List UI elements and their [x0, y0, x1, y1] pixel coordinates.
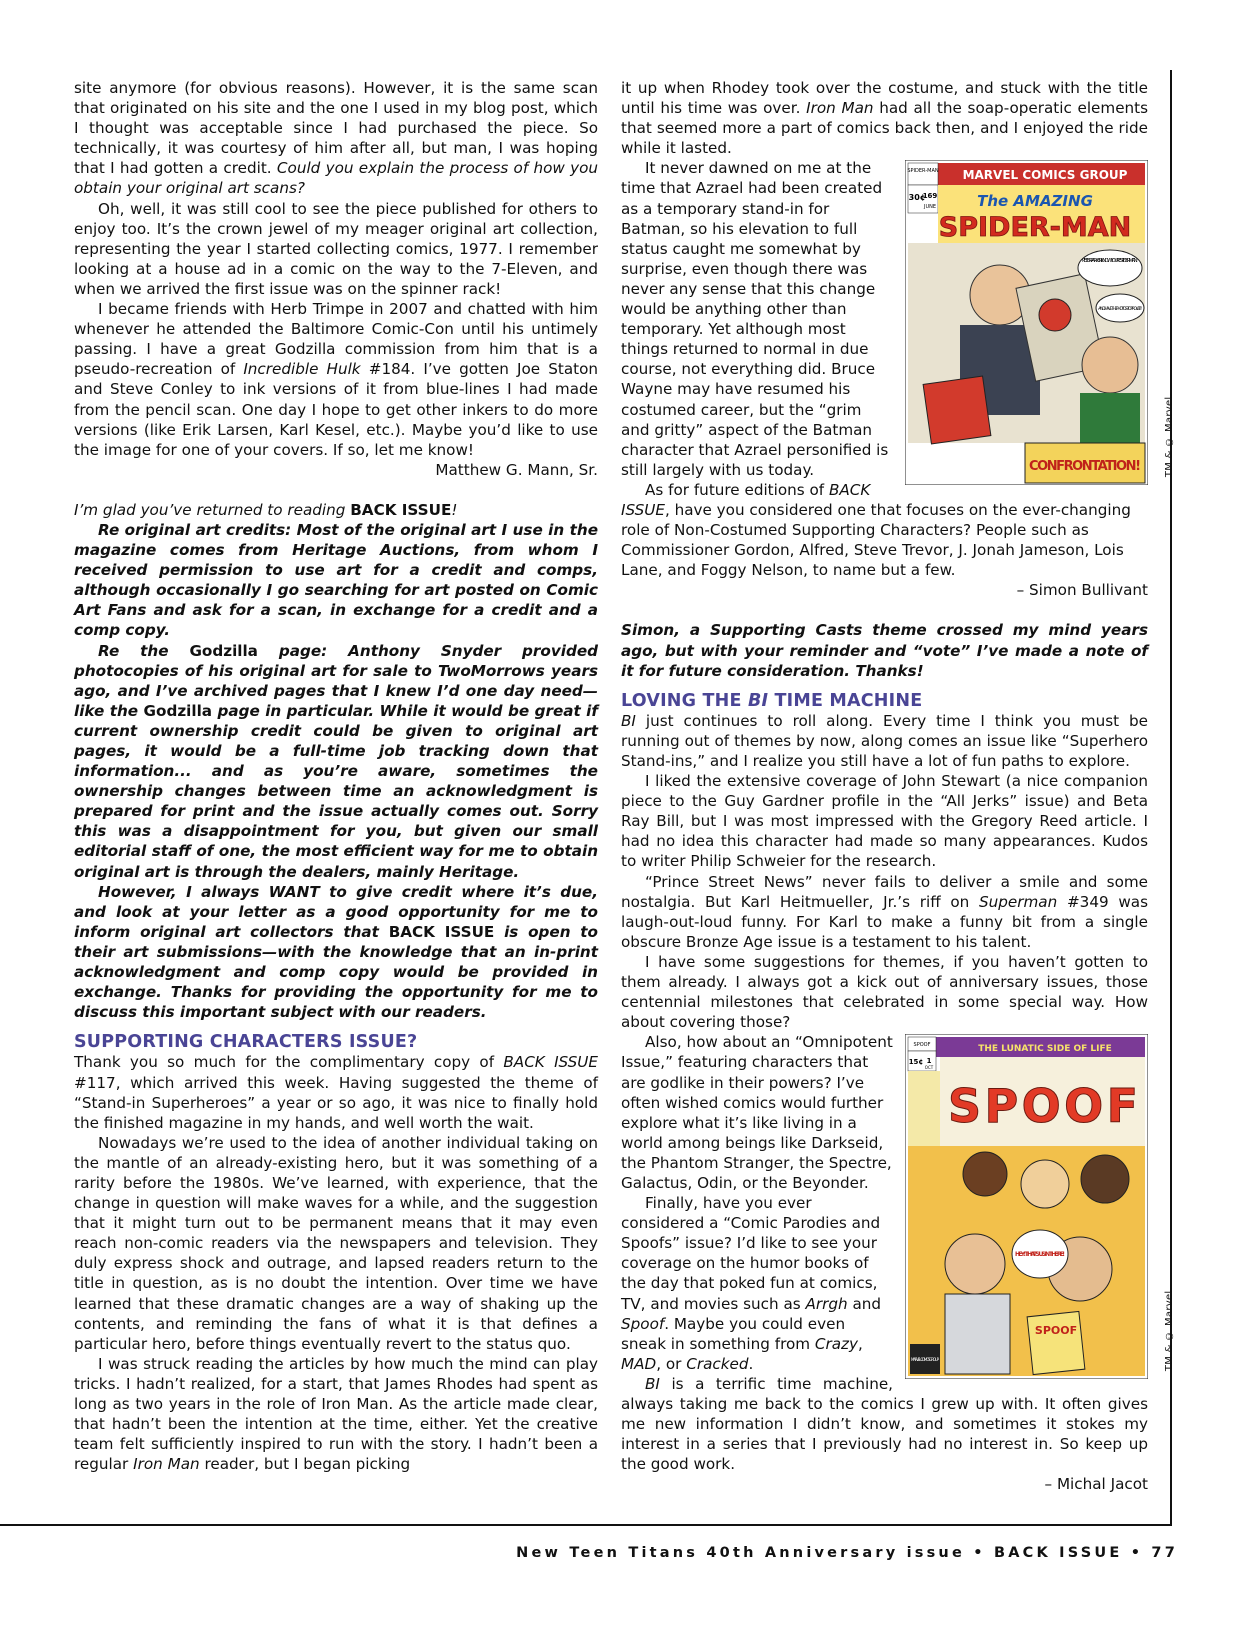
section-heading: SUPPORTING CHARACTERS ISSUE?: [74, 1032, 418, 1053]
editor-reply: I’m glad you’ve returned to reading BACK ISSUE!: [74, 500, 458, 519]
letter-paragraph: Oh, well, it was still cool to see the piece published for others to enjoy too. It’s the crown jewel of my meager original art collection, representing the year I started collecting comics, 1977. I remember looking at a house ad in a comic on the way to the 7-Eleven, and when we arrived the first issue was on the spinner rack!: [74, 199, 598, 298]
page-footer: New Teen Titans 40th Anniversary issue • BACK ISSUE • 77: [516, 1545, 1178, 1561]
right-column: [621, 78, 1175, 1494]
letter-paragraph: “Prince Street News” never fails to deliver a smile and some nostalgia. But Karl Heitmueller, Jr.’s riff on Superman #349 was laugh-out-loud funny. For Karl to make a funny bit from a single obscure Bronze Age issue is a testament to his talent.: [621, 872, 1148, 951]
spoof-cover-art: [905, 1034, 1148, 1379]
letter-paragraph: It never dawned on me at the time that Azrael had been created as a temporary stand-in for Batman, so his elevation to full status caught me somewhat by surprise, even though there was never any sense that this change would be anything other than temporary. Yet although most things returned to normal in due course, not everything did. Bruce Wayne may have resumed his costumed career, but the “grim and gritty” aspect of the Batman character that Azrael personified is still largely with us today.: [621, 159, 889, 479]
letter-paragraph: BI is a terrific time machine, always taking me back to the comics I grew up with. It often gives me new information I didn’t know, and sometimes it stokes my interest in a series that I previously had no interest in. So keep up the good work.: [621, 1374, 1148, 1474]
letter-signature: Matthew G. Mann, Sr.: [435, 460, 598, 479]
cover-publisher: MARVEL COMICS GROUP: [962, 168, 1128, 183]
letter-paragraph: I have some suggestions for themes, if you haven’t gotten to them already. I always got a kick out of anniversary issues, those centennial milestones that celebrated in some special way. How about covering those?: [621, 952, 1148, 1032]
cover-tagline: THE LUNATIC SIDE OF LIFE: [978, 1044, 1112, 1055]
spoof-cover-image: [905, 1034, 1175, 1379]
letter-paragraph: I liked the extensive coverage of John Stewart (a nice companion piece to the Guy Gardner profile in the “All Jerks” issue) and Beta Ray Bill, but I was most impressed with the Gregory Reed article. I had no idea this character had made so many appearances. Kudos to writer Philip Schweier for the research.: [621, 772, 1148, 871]
cover-price: 15¢: [908, 1058, 924, 1067]
letter-paragraph: it up when Rhodey took over the costume, and stuck with the title until his time was over. Iron Man had all the soap-operatic elements that seemed more a part of comics back then, and I enjoyed the ride while it lasted.: [621, 79, 1149, 158]
letter-paragraph: BI just continues to roll along. Every time I think you must be running out of themes by now, along comes an issue like “Superhero Stand-ins,” and I realize you still have a lot of fun paths to explore.: [621, 711, 1149, 770]
cover-issue: 169: [922, 192, 938, 201]
cover-caption: CONFRONTATION!: [1029, 459, 1141, 475]
cover-price: 30¢: [908, 193, 926, 203]
cover-title-top: The AMAZING: [977, 192, 1093, 211]
cover-month: OCT: [924, 1065, 934, 1071]
cover-balloon-2: --AND I HAVE THE PHOTOS TO PROVE IT!: [1098, 307, 1142, 313]
cover-month: JUNE: [923, 204, 937, 211]
cover-credit: TM & © Marvel.: [1163, 1287, 1175, 1372]
cover-mini-title: SPOOF: [1034, 1324, 1078, 1338]
editor-reply: Re original art credits: Most of the original art I use in the magazine comes from Heritage Auctions, from whom I received permission to use art for a credit and comps, although occasionally I go searching for art posted on Comic Art Fans and ask for a scan, in exchange for a credit and a comp copy.: [74, 520, 598, 640]
cover-issue: 1: [926, 1057, 932, 1066]
left-column: [74, 78, 598, 1474]
cover-corner-label: SPIDER-MAN: [907, 168, 939, 175]
cover-corner-label: SPOOF: [913, 1042, 931, 1049]
cover-credit: TM & © Marvel.: [1163, 393, 1175, 478]
letter-paragraph: Thank you so much for the complimentary copy of BACK ISSUE #117, which arrived this week. Having suggested the theme of “Stand-in Superheroes” a year or so ago, it was nice to finally hold the finished magazine in my hands, and well worth the wait.: [74, 1053, 598, 1132]
editor-reply: Re the Godzilla page: Anthony Snyder provided photocopies of his original art for sale to TwoMorrows years ago, and I’ve archived pages that I knew I’d one day need—like the Godzilla page in particular. While it would be great if current ownership credit could be given to original art pages, it would be a full-time job tracking down that information... and as you’re aware, sometimes the ownership changes between time an acknowledgment is prepared for print and the issue actually comes out. Sorry this was a disappointment for you, but given our small editorial staff of one, the most efficient way for me to obtain original art is through the dealers, mainly Heritage.: [74, 641, 599, 881]
editor-reply: Simon, a Supporting Casts theme crossed my mind years ago, but with your reminder and “vote” I’ve made a note of it for future consideration. Thanks!: [621, 621, 1148, 680]
cover-badge: MARVEL COMICS GROUP: [911, 1357, 939, 1363]
letter-signature: – Michal Jacot: [1044, 1475, 1148, 1494]
section-heading: LOVING THE BI TIME MACHINE: [621, 690, 923, 711]
cover-title-main: SPIDER-MAN: [938, 212, 1132, 244]
letter-paragraph: site anymore (for obvious reasons). However, it is the same scan that originated on his site and the one I used in my blog post, which I thought was acceptable since I had purchased the piece. So technically, it was courtesy of him after all, but man, I was hoping that I had gotten a credit. Could you explain the process of how you obtain your original art scans?: [74, 79, 598, 198]
cover-balloon-1: PETER PARKER I KNOW YOU'RE SPIDER-MAN!: [1082, 258, 1138, 265]
footer-rule: [0, 1524, 1172, 1526]
letter-paragraph: Also, how about an “Omnipotent Issue,” featuring characters that are godlike in their powers? I’ve often wished comics would further explore what it’s like living in a world among beings like Darkseid, the Phantom Stranger, the Spectre, Galactus, Odin, or the Beyonder.: [621, 1033, 893, 1192]
letter-signature: – Simon Bullivant: [1016, 581, 1148, 600]
spider-man-cover-art: [905, 160, 1148, 485]
spider-man-cover-image: [905, 160, 1175, 485]
letter-paragraph: I became friends with Herb Trimpe in 2007 and chatted with him whenever he attended the Baltimore Comic-Con until his untimely passing. I have a great Godzilla commission from him that is a pseudo-recreation of Incredible Hulk #184. I’ve gotten Joe Staton and Steve Conley to ink versions of it from blue-lines I had made from the pencil scan. One day I hope to get other inkers to do more versions (like Erik Larsen, Karl Kesel, etc.). Maybe you’d like to use the image for one of your covers. If so, let me know!: [74, 300, 599, 459]
letter-paragraph: Nowadays we’re used to the idea of another individual taking on the mantle of an already-existing hero, but it was something of a rarity before the 1980s. We’ve learned, with experience, that the change in question will make waves for a while, and the suggestion that it might turn out to be permanent means that it may even reach non-comic readers via the newspapers and television. They duly express shock and outrage, and lapsed readers return to the title in question, as is no doubt the intention. Over time we have learned that these dramatic changes are a way of shaking up the contents, and reminding the fans of what it is that defines a particular hero, before things eventually revert to the status quo.: [74, 1133, 598, 1353]
cover-balloon: HEY! THAT'S US IN THERE!: [1015, 1251, 1065, 1259]
letter-paragraph: Finally, have you ever considered a “Comic Parodies and Spoofs” issue? I’d like to see your coverage on the humor books of the day that poked fun at comics, TV, and movies such as Arrgh and Spoof. Maybe you could even sneak in something from Crazy, MAD, or Cracked.: [621, 1194, 882, 1373]
editor-reply: However, I always WANT to give credit where it’s due, and look at your letter as a good opportunity for me to inform original art collectors that BACK ISSUE is open to their art submissions—with the knowledge that an in-print acknowledgment and comp copy would be provided in exchange. Thanks for providing the opportunity for me to discuss this important subject with our readers.: [74, 882, 598, 1022]
letter-paragraph: As for future editions of BACK ISSUE, have you considered one that focuses on the ever-changing role of Non-Costumed Supporting Characters? People such as Commissioner Gordon, Alfred, Steve Trevor, J. Jonah Jameson, Lois Lane, and Foggy Nelson, to name but a few.: [621, 480, 1131, 580]
cover-title: SPOOF: [948, 1079, 1138, 1134]
letter-paragraph: I was struck reading the articles by how much the mind can play tricks. I hadn’t realized, for a start, that James Rhodes had spent as long as two years in the role of Iron Man. As the article made clear, that hadn’t been the intention at the time, either. Yet the creative team felt sufficiently inspired to run with the story. I hadn’t been a regular Iron Man reader, but I began picking: [74, 1354, 598, 1474]
